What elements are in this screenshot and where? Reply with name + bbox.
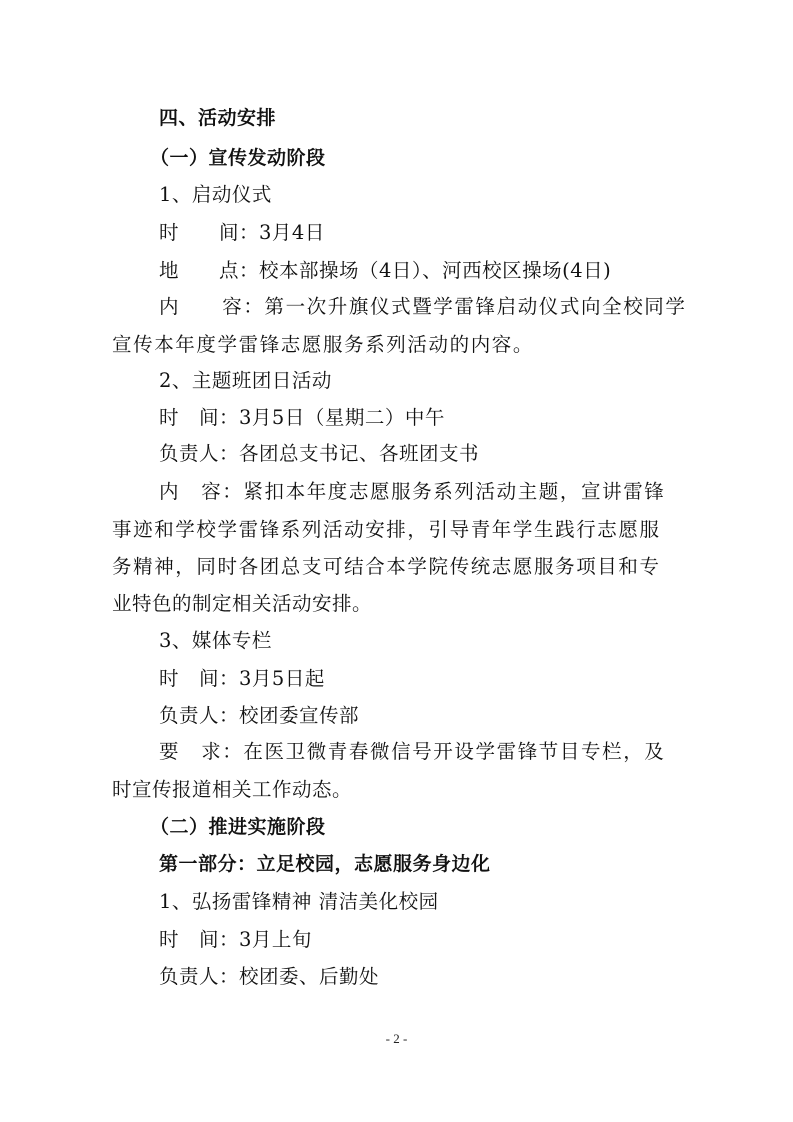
p2-item1-owner: 负责人：校团委、后勤处 [159,965,380,988]
item3-owner: 负责人：校团委宣传部 [159,704,360,727]
item1-time: 时 间：3月4日 [159,221,325,244]
item1-place: 地 点：校本部操场（4日）、河西校区操场(4日) [159,259,612,282]
item3-time: 时 间：3月5日起 [159,667,325,690]
item2-owner: 负责人：各团总支书记、各班团支书 [159,442,480,465]
part1-heading: 第一部分：立足校园，志愿服务身边化 [159,853,491,875]
phase1-heading: （一）宣传发动阶段 [150,147,326,169]
item3-requirement-line1: 要 求：在医卫微青春微信号开设学雷锋节目专栏，及 [159,740,666,763]
item1-title: 1、启动仪式 [159,183,272,206]
item2-time: 时 间：3月5日（星期二）中午 [159,406,445,429]
item2-title: 2、主题班团日活动 [159,369,332,392]
item2-content-line2: 事迹和学校学雷锋系列活动安排，引导青年学生践行志愿服 [112,518,661,541]
p2-item1-time: 时 间：3月上旬 [159,928,312,951]
item3-requirement-line2: 时宣传报道相关工作动态。 [112,778,353,801]
item2-content-line3: 务精神，同时各团总支可结合本学院传统志愿服务项目和专 [112,555,661,578]
item2-content-line4: 业特色的制定相关活动安排。 [112,592,373,615]
item1-content-line1: 内 容：第一次升旗仪式暨学雷锋启动仪式向全校同学 [159,295,687,318]
p2-item1-title: 1、弘扬雷锋精神 清洁美化校园 [159,890,439,913]
section-heading: 四、活动安排 [159,107,277,129]
item3-title: 3、媒体专栏 [159,629,272,652]
page-number: - 2 - [385,1031,408,1046]
item1-content-line2: 宣传本年度学雷锋志愿服务系列活动的内容。 [112,333,535,356]
item2-content-line1: 内 容：紧扣本年度志愿服务系列活动主题，宣讲雷锋 [159,480,666,503]
phase2-heading: （二）推进实施阶段 [150,816,326,838]
